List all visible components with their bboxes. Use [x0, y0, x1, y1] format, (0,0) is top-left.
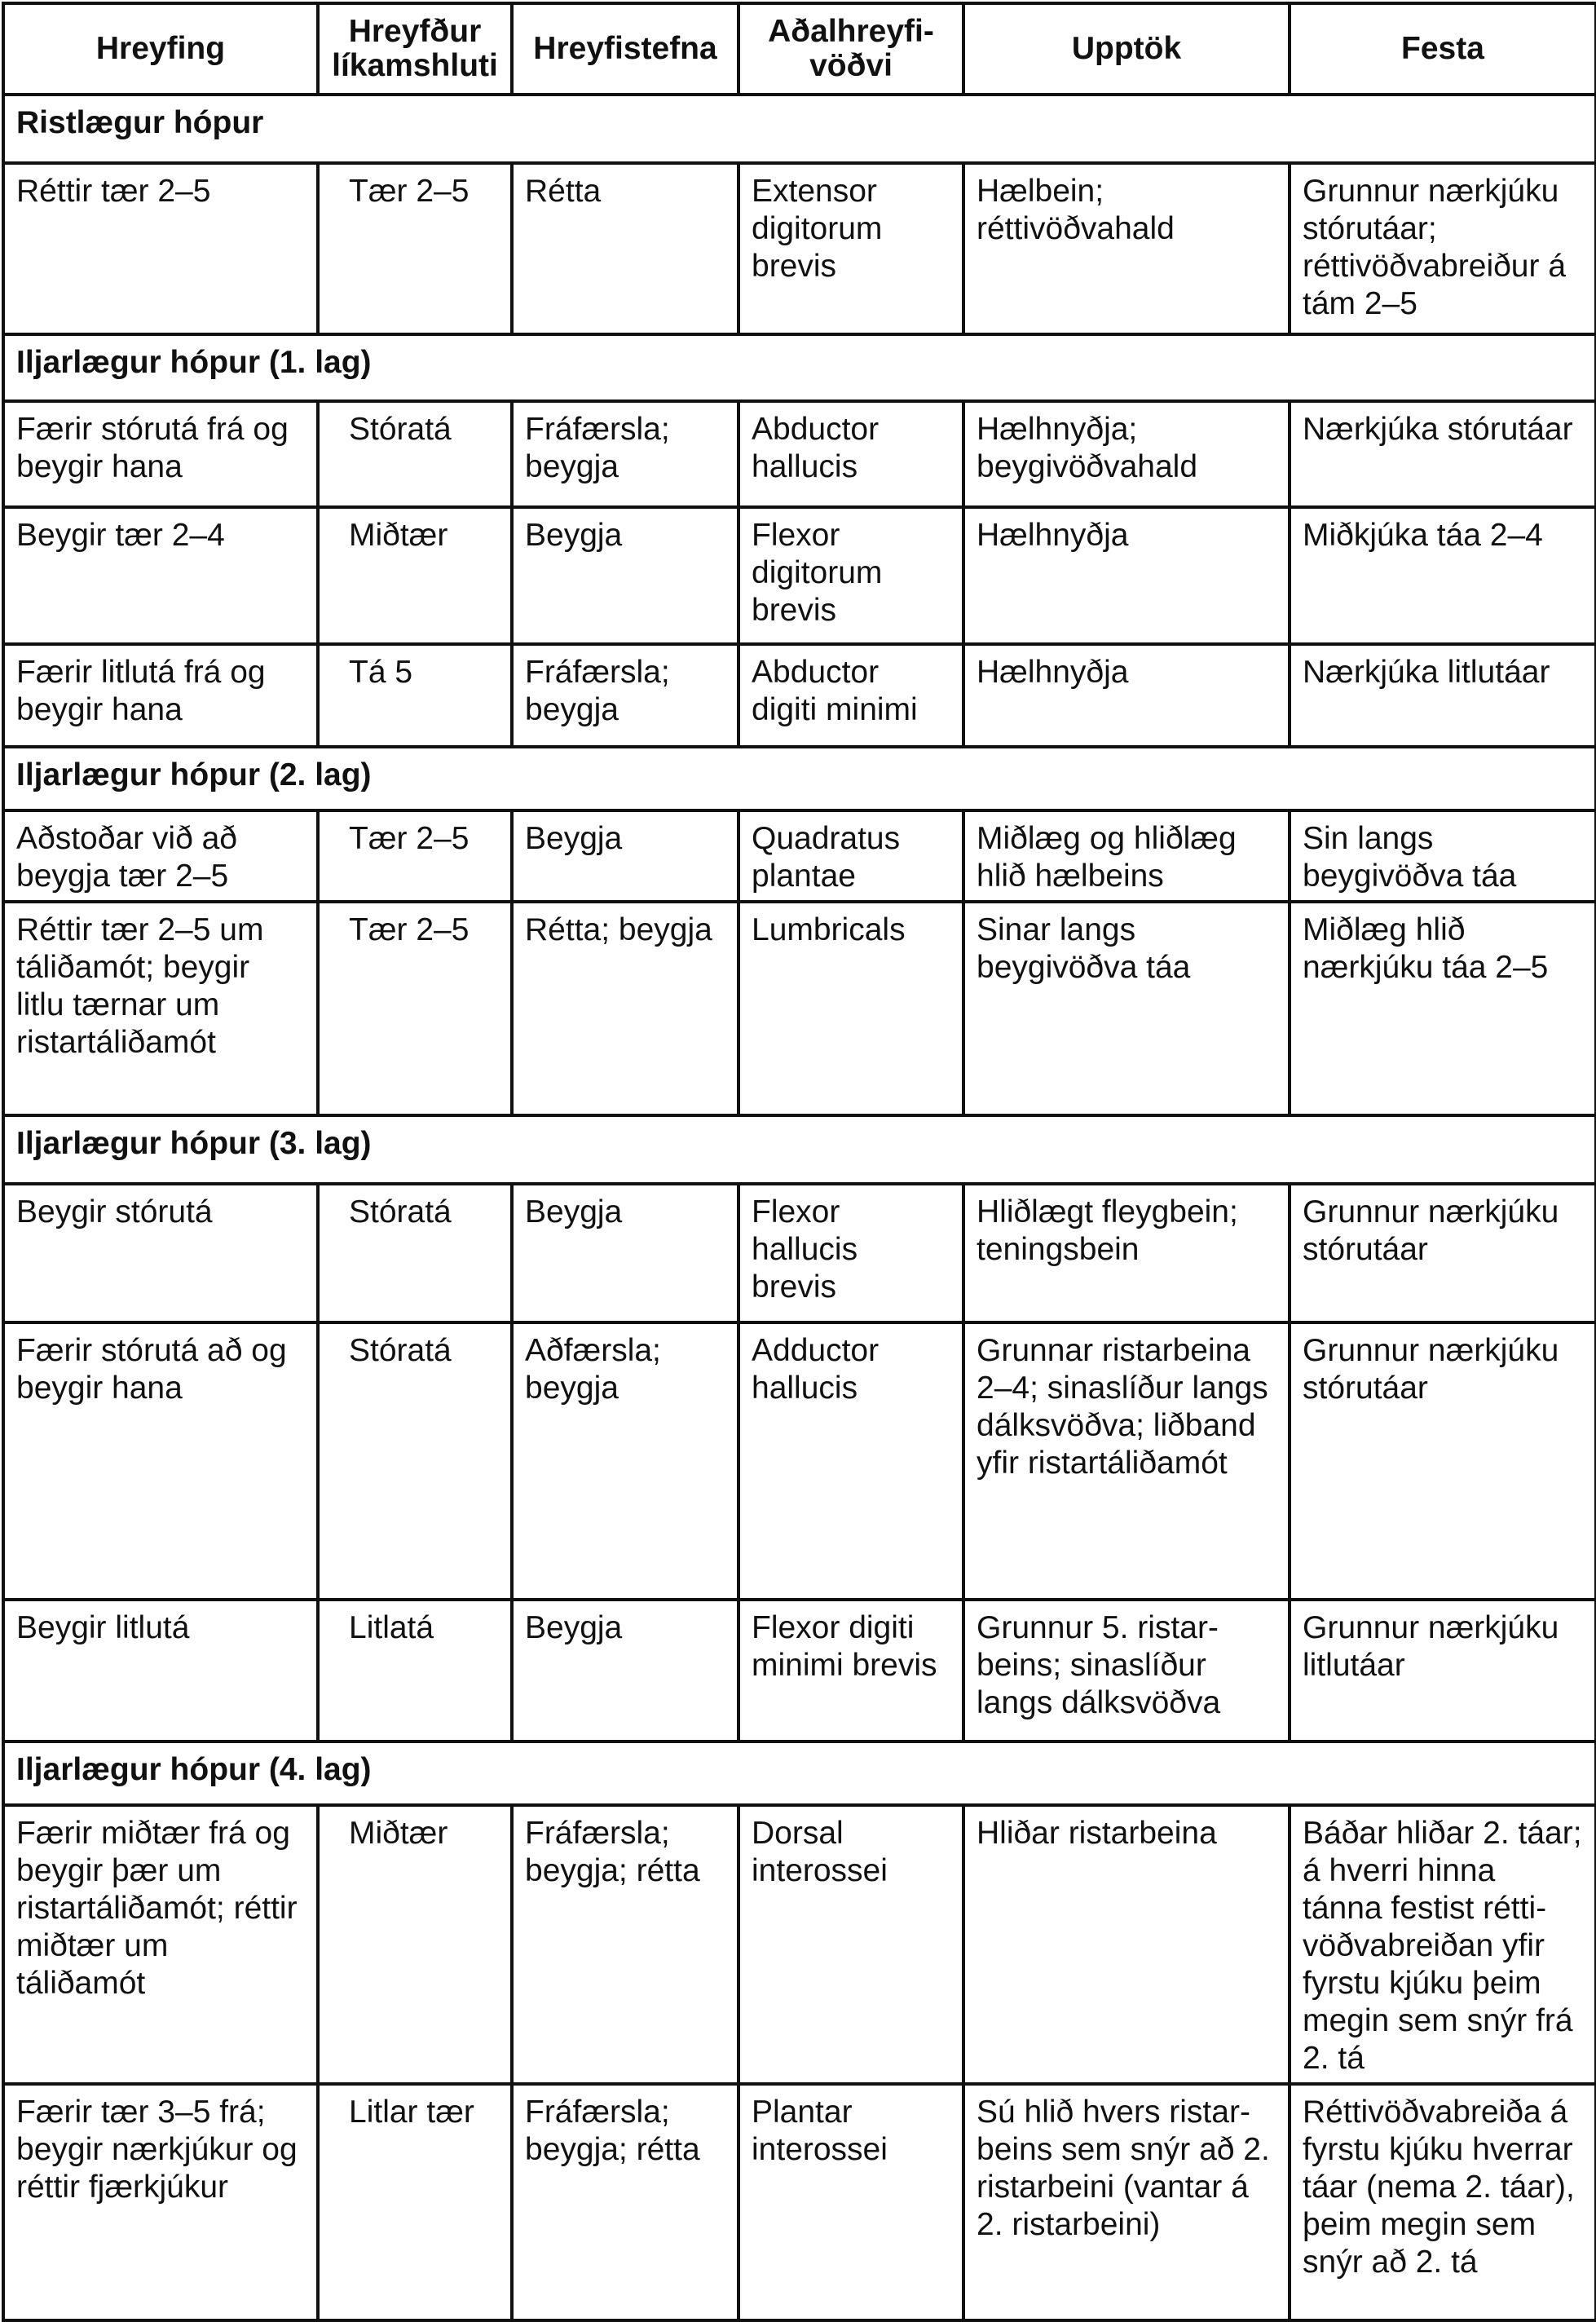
table-row: [3, 401, 1596, 507]
table-row: [3, 1322, 1596, 1600]
cell-movement: Beygir tær 2–4: [3, 507, 318, 644]
cell-direction: Fráfærsla; beygja: [512, 644, 738, 747]
cell-insertion: Grunnur nærkjúku stórutáar; réttivöðvabreiður á tám 2–5: [1290, 163, 1596, 334]
cell-movement: Færir tær 3–5 frá; beygir nærkjúkur og réttir fjærkjúkur: [3, 2084, 318, 2320]
group-title: Iljarlægur hópur (4. lag): [3, 1742, 1596, 1805]
cell-body-part: Litlatá: [318, 1600, 512, 1742]
header-insertion: Festa: [1290, 3, 1596, 95]
table-row: [3, 810, 1596, 902]
cell-movement: Færir stórutá að og beygir hana: [3, 1322, 318, 1600]
group-row: [3, 747, 1596, 810]
cell-insertion: Miðkjúka táa 2–4: [1290, 507, 1596, 644]
group-row: [3, 334, 1596, 401]
table-row: [3, 1805, 1596, 2084]
cell-insertion: Miðlæg hlið nærkjúku táa 2–5: [1290, 902, 1596, 1115]
group-title: Iljarlægur hópur (3. lag): [3, 1115, 1596, 1184]
cell-body-part: Tær 2–5: [318, 163, 512, 334]
cell-direction: Aðfærsla; beygja: [512, 1322, 738, 1600]
cell-body-part: Stóratá: [318, 401, 512, 507]
table-header: [3, 3, 1596, 95]
cell-direction: Rétta; beygja: [512, 902, 738, 1115]
cell-body-part: Miðtær: [318, 1805, 512, 2084]
cell-muscle: Quadratus plantae: [738, 810, 963, 902]
cell-insertion: Nærkjúka litlutáar: [1290, 644, 1596, 747]
cell-direction: Beygja: [512, 810, 738, 902]
cell-direction: Rétta: [512, 163, 738, 334]
cell-muscle: Dorsal interossei: [738, 1805, 963, 2084]
cell-origin: Grunnar ristarbeina 2–4; sinaslíður langs dálksvöðva; liðband yfir ristartáliðamót: [963, 1322, 1290, 1600]
cell-muscle: Flexor digitorum brevis: [738, 507, 963, 644]
cell-body-part: Tær 2–5: [318, 902, 512, 1115]
table-row: [3, 163, 1596, 334]
cell-body-part: Litlar tær: [318, 2084, 512, 2320]
cell-direction: Beygja: [512, 1184, 738, 1322]
cell-origin: Hælbein; réttivöðvahald: [963, 163, 1290, 334]
cell-body-part: Miðtær: [318, 507, 512, 644]
group-row: [3, 1742, 1596, 1805]
cell-insertion: Nærkjúka stórutáar: [1290, 401, 1596, 507]
cell-insertion: Grunnur nærkjúku litlutáar: [1290, 1600, 1596, 1742]
cell-muscle: Lumbricals: [738, 902, 963, 1115]
cell-muscle: Extensor digitorum brevis: [738, 163, 963, 334]
header-direction: Hreyfistefna: [512, 3, 738, 95]
group-row: [3, 1115, 1596, 1184]
cell-movement: Beygir stórutá: [3, 1184, 318, 1322]
header-origin: Upptök: [963, 3, 1290, 95]
header-prime-mover: Aðalhreyfi-vöðvi: [738, 3, 963, 95]
cell-movement: Réttir tær 2–5: [3, 163, 318, 334]
group-title: Iljarlægur hópur (2. lag): [3, 747, 1596, 810]
cell-origin: Hliðar ristarbeina: [963, 1805, 1290, 2084]
cell-direction: Beygja: [512, 507, 738, 644]
cell-origin: Hliðlægt fleygbein; teningsbein: [963, 1184, 1290, 1322]
cell-movement: Beygir litlutá: [3, 1600, 318, 1742]
cell-insertion: Báðar hliðar 2. táar; á hverri hinna tánna festist rétti-vöðvabreiðan yfir fyrstu kjúku þeim megin sem snýr frá 2. tá: [1290, 1805, 1596, 2084]
cell-origin: Hælhnyðja; beygivöðvahald: [963, 401, 1290, 507]
cell-movement: Færir stórutá frá og beygir hana: [3, 401, 318, 507]
cell-direction: Beygja: [512, 1600, 738, 1742]
cell-muscle: Plantar interossei: [738, 2084, 963, 2320]
cell-body-part: Stóratá: [318, 1322, 512, 1600]
cell-insertion: Sin langs beygivöðva táa: [1290, 810, 1596, 902]
table-row: [3, 1184, 1596, 1322]
cell-body-part: Tá 5: [318, 644, 512, 747]
cell-movement: Færir miðtær frá og beygir þær um ristartáliðamót; réttir miðtær um táliðamót: [3, 1805, 318, 2084]
cell-movement: Færir litlutá frá og beygir hana: [3, 644, 318, 747]
cell-direction: Fráfærsla; beygja; rétta: [512, 2084, 738, 2320]
cell-insertion: Grunnur nærkjúku stórutáar: [1290, 1322, 1596, 1600]
table-row: [3, 644, 1596, 747]
cell-insertion: Grunnur nærkjúku stórutáar: [1290, 1184, 1596, 1322]
cell-body-part: Tær 2–5: [318, 810, 512, 902]
table-row: [3, 902, 1596, 1115]
table-body: [3, 95, 1596, 2320]
cell-origin: Grunnur 5. ristar-beins; sinaslíður langs dálksvöðva: [963, 1600, 1290, 1742]
cell-muscle: Flexor hallucis brevis: [738, 1184, 963, 1322]
cell-muscle: Abductor hallucis: [738, 401, 963, 507]
cell-origin: Sinar langs beygivöðva táa: [963, 902, 1290, 1115]
cell-direction: Fráfærsla; beygja: [512, 401, 738, 507]
cell-insertion: Réttivöðvabreiða á fyrstu kjúku hverrar táar (nema 2. táar), þeim megin sem snýr að 2. tá: [1290, 2084, 1596, 2320]
cell-movement: Aðstoðar við að beygja tær 2–5: [3, 810, 318, 902]
cell-muscle: Adductor hallucis: [738, 1322, 963, 1600]
cell-direction: Fráfærsla; beygja; rétta: [512, 1805, 738, 2084]
muscle-table: [2, 2, 1596, 2322]
group-title: Iljarlægur hópur (1. lag): [3, 334, 1596, 401]
cell-origin: Sú hlið hvers ristar-beins sem snýr að 2. ristarbeini (vantar á 2. ristarbeini): [963, 2084, 1290, 2320]
cell-origin: Miðlæg og hliðlæg hlið hælbeins: [963, 810, 1290, 902]
group-title: Ristlægur hópur: [3, 95, 1596, 163]
table-row: [3, 1600, 1596, 1742]
header-movement: Hreyfing: [3, 3, 318, 95]
cell-origin: Hælhnyðja: [963, 644, 1290, 747]
group-row: [3, 95, 1596, 163]
table-row: [3, 507, 1596, 644]
cell-movement: Réttir tær 2–5 um táliðamót; beygir litlu tærnar um ristartáliðamót: [3, 902, 318, 1115]
header-body-part: Hreyfður líkamshluti: [318, 3, 512, 95]
cell-body-part: Stóratá: [318, 1184, 512, 1322]
table-row: [3, 2084, 1596, 2320]
cell-muscle: Abductor digiti minimi: [738, 644, 963, 747]
cell-origin: Hælhnyðja: [963, 507, 1290, 644]
cell-muscle: Flexor digiti minimi brevis: [738, 1600, 963, 1742]
